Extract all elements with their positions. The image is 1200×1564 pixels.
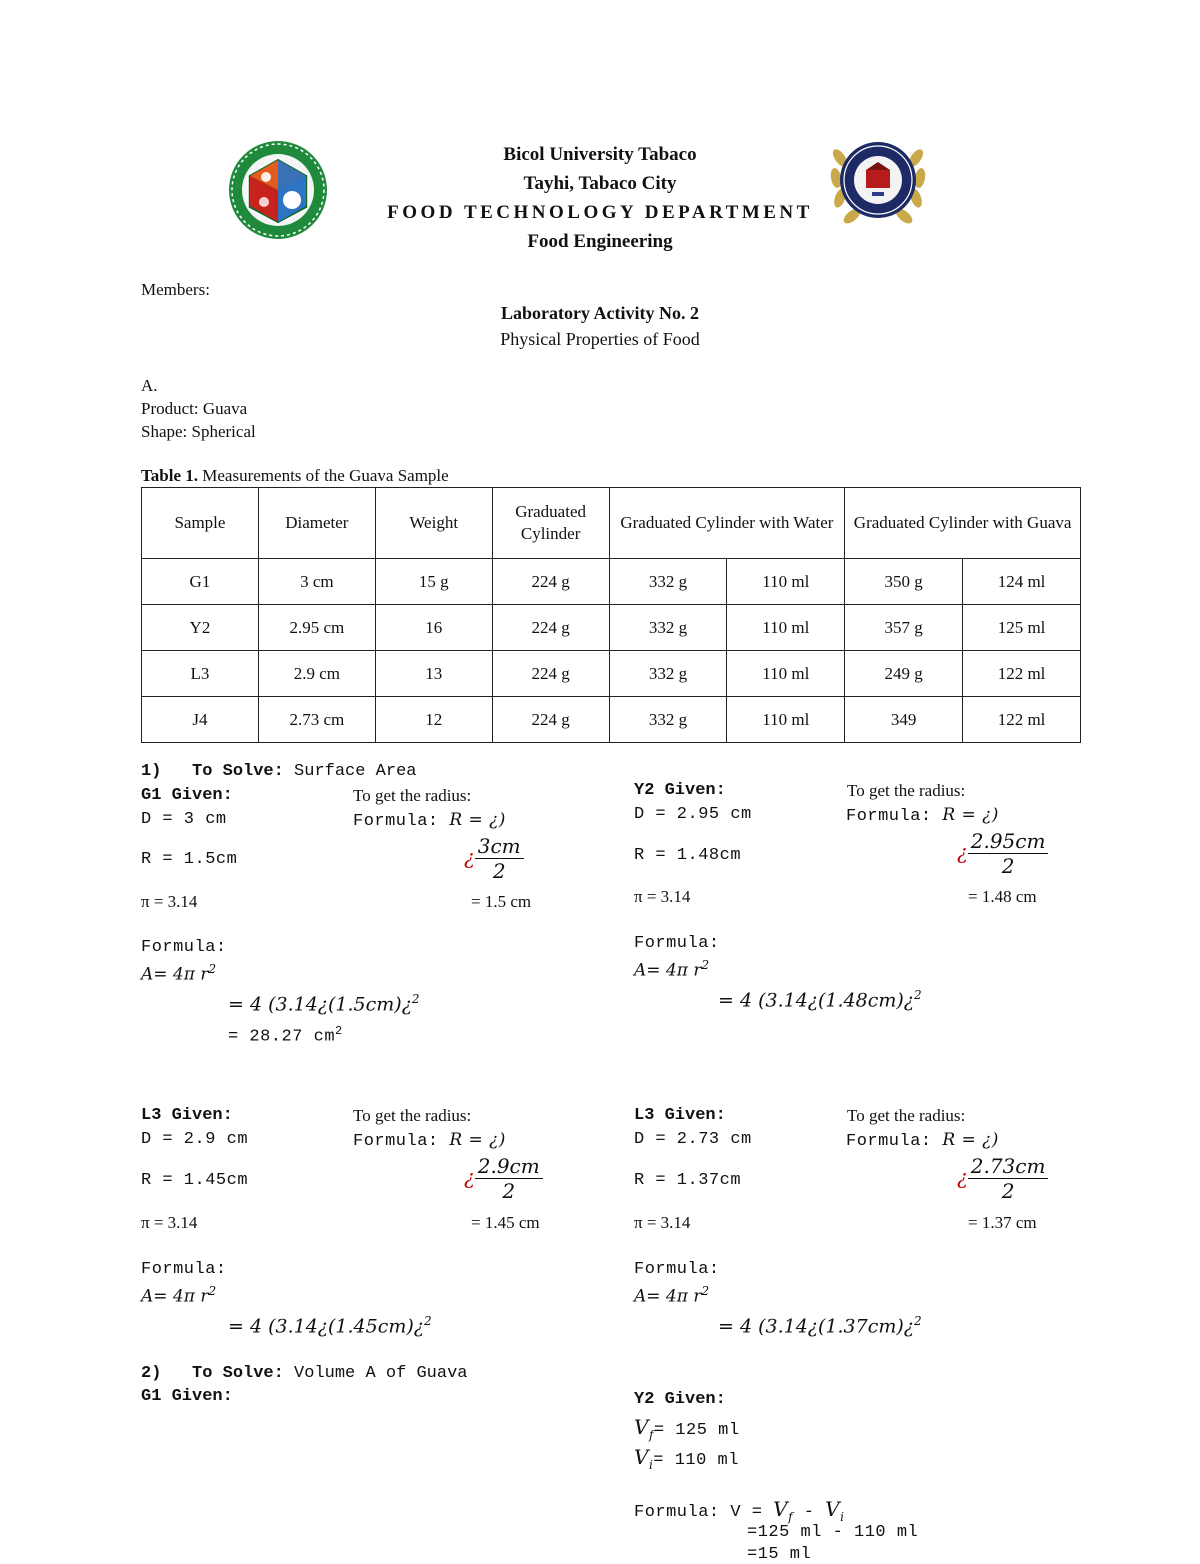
y2-diameter: D = 2.95 cm bbox=[634, 805, 752, 824]
solve-2-number: 2) bbox=[141, 1364, 162, 1383]
table-cell: 110 ml bbox=[727, 559, 845, 605]
g1-radius: R = 1.5cm bbox=[141, 850, 238, 869]
g1-formula-label: Formula: bbox=[141, 938, 227, 957]
l3-radius-fraction bbox=[464, 1154, 543, 1203]
g1-radius-formula bbox=[353, 810, 506, 831]
table-cell: 13 bbox=[375, 651, 492, 697]
solve-2-label: To Solve: bbox=[192, 1364, 284, 1383]
y2-volume-vi-value: = 110 ml bbox=[653, 1451, 739, 1470]
table-header-cell: Graduated Cylinder bbox=[492, 488, 609, 559]
g1-radius-expression: R = ¿) bbox=[449, 810, 506, 830]
measurements-table bbox=[141, 487, 1081, 743]
g1-fraction-marker: ¿ bbox=[464, 845, 475, 869]
y2-pi: π = 3.14 bbox=[634, 887, 691, 906]
y2-given-label: Y2 Given: bbox=[634, 781, 726, 800]
y2-area-calc bbox=[718, 988, 922, 1011]
y2-volume-vf-value: = 125 ml bbox=[653, 1421, 740, 1440]
j4-area-calc-exponent: 2 bbox=[913, 1314, 922, 1328]
l3-fraction-numerator: 2.9cm bbox=[475, 1154, 543, 1179]
g1-area-exponent: 2 bbox=[208, 962, 217, 976]
j4-radius: R = 1.37cm bbox=[634, 1171, 742, 1190]
j4-area-calc bbox=[718, 1314, 922, 1337]
table-cell: 12 bbox=[375, 697, 492, 743]
y2-radius-formula-label: Formula: bbox=[846, 807, 943, 826]
l3-given-label: L3 Given: bbox=[141, 1106, 233, 1125]
y2-area-exponent: 2 bbox=[701, 958, 710, 972]
g1-pi: π = 3.14 bbox=[141, 892, 198, 911]
table-cell: 110 ml bbox=[727, 651, 845, 697]
table-header-cell: Graduated Cylinder with Water bbox=[609, 488, 845, 559]
g1-area-formula bbox=[141, 962, 216, 985]
g1-fraction bbox=[475, 834, 524, 883]
department-name: FOOD TECHNOLOGY DEPARTMENT bbox=[387, 202, 813, 223]
g1-volume-given-label: G1 Given: bbox=[141, 1387, 233, 1406]
table-row bbox=[142, 697, 1081, 743]
g1-radius-result: = 1.5 cm bbox=[471, 892, 532, 911]
table-cell: 110 ml bbox=[727, 697, 845, 743]
table-cell: 122 ml bbox=[963, 651, 1081, 697]
bicol-university-seal-icon bbox=[826, 128, 930, 234]
table-cell: Y2 bbox=[142, 605, 259, 651]
l3-radius-expression: R = ¿) bbox=[449, 1130, 506, 1150]
j4-radius-label: To get the radius: bbox=[847, 1106, 966, 1125]
solve-1-topic: Surface Area bbox=[294, 762, 417, 781]
y2-volume-calc: =125 ml - 110 ml bbox=[747, 1523, 919, 1542]
l3-fraction-marker: ¿ bbox=[464, 1165, 475, 1189]
g1-diameter: D = 3 cm bbox=[141, 810, 227, 829]
table-cell: 224 g bbox=[492, 605, 609, 651]
y2-fraction-marker: ¿ bbox=[957, 840, 968, 864]
y2-area-calc-text: = 4 (3.14¿(1.48cm)¿ bbox=[718, 989, 914, 1012]
table-caption bbox=[141, 466, 449, 486]
l3-area-exponent: 2 bbox=[208, 1284, 217, 1298]
solve-1-heading bbox=[141, 762, 416, 781]
l3-pi: π = 3.14 bbox=[141, 1213, 198, 1232]
j4-area-exponent: 2 bbox=[701, 1284, 710, 1298]
table-cell: G1 bbox=[142, 559, 259, 605]
y2-area-formula bbox=[634, 958, 709, 981]
activity-subtitle: Physical Properties of Food bbox=[500, 329, 700, 349]
j4-radius-formula bbox=[846, 1130, 999, 1151]
table-row bbox=[142, 559, 1081, 605]
product-line: Product: Guava bbox=[141, 399, 248, 418]
g1-given-label: G1 Given: bbox=[141, 786, 233, 805]
course-name: Food Engineering bbox=[527, 231, 673, 252]
table-cell: L3 bbox=[142, 651, 259, 697]
y2-fraction bbox=[968, 829, 1049, 878]
university-name: Bicol University Tabaco bbox=[503, 144, 697, 165]
table-cell: 122 ml bbox=[963, 697, 1081, 743]
l3-area-calc bbox=[228, 1314, 432, 1337]
y2-volume-formula-text: Formula: V = bbox=[634, 1503, 774, 1522]
solve-2-heading bbox=[141, 1364, 467, 1383]
y2-radius: R = 1.48cm bbox=[634, 846, 742, 865]
j4-radius-result: = 1.37 cm bbox=[968, 1213, 1037, 1232]
j4-area-formula-text: A= 4π r bbox=[634, 1286, 702, 1307]
g1-fraction-numerator: 3cm bbox=[475, 834, 524, 859]
table-header-cell: Graduated Cylinder with Guava bbox=[845, 488, 1081, 559]
l3-area-calc-text: = 4 (3.14¿(1.45cm)¿ bbox=[228, 1315, 424, 1338]
table-cell: 16 bbox=[375, 605, 492, 651]
table-header-cell: Diameter bbox=[258, 488, 375, 559]
l3-area-calc-exponent: 2 bbox=[423, 1314, 432, 1328]
g1-fraction-denominator: 2 bbox=[492, 859, 506, 883]
j4-radius-formula-label: Formula: bbox=[846, 1132, 943, 1151]
l3-area-formula-text: A= 4π r bbox=[141, 1286, 209, 1307]
table-row bbox=[142, 651, 1081, 697]
y2-area-formula-text: A= 4π r bbox=[634, 960, 702, 981]
j4-fraction bbox=[968, 1154, 1049, 1203]
l3-formula-label: Formula: bbox=[141, 1260, 227, 1279]
table-cell: 332 g bbox=[609, 605, 727, 651]
table-cell: 249 g bbox=[845, 651, 963, 697]
solve-2-topic: Volume A of Guava bbox=[294, 1364, 468, 1383]
y2-volume-given-label: Y2 Given: bbox=[634, 1390, 726, 1409]
food-technology-department-seal-icon bbox=[222, 140, 334, 240]
l3-fraction-denominator: 2 bbox=[502, 1179, 516, 1203]
table-cell: 224 g bbox=[492, 559, 609, 605]
members-label: Members: bbox=[141, 280, 210, 299]
y2-radius-label: To get the radius: bbox=[847, 781, 966, 800]
g1-area-calc-exponent: 2 bbox=[411, 992, 420, 1006]
table-cell: 332 g bbox=[609, 559, 727, 605]
table-cell: 2.9 cm bbox=[258, 651, 375, 697]
activity-title: Laboratory Activity No. 2 bbox=[501, 303, 699, 323]
g1-area-result-text: = 28.27 cm bbox=[228, 1027, 336, 1047]
j4-given-label: L3 Given: bbox=[634, 1106, 726, 1125]
table-cell: 125 ml bbox=[963, 605, 1081, 651]
table-caption-text: Measurements of the Guava Sample bbox=[198, 466, 449, 485]
table-cell: J4 bbox=[142, 697, 259, 743]
j4-fraction-marker: ¿ bbox=[957, 1165, 968, 1189]
g1-radius-label: To get the radius: bbox=[353, 786, 472, 805]
l3-radius-formula-label: Formula: bbox=[353, 1132, 450, 1151]
table-header-cell: Weight bbox=[375, 488, 492, 559]
y2-fraction-numerator: 2.95cm bbox=[968, 829, 1049, 854]
y2-fraction-denominator: 2 bbox=[1001, 854, 1015, 878]
y2-volume-result: =15 ml bbox=[747, 1545, 812, 1564]
table-cell: 357 g bbox=[845, 605, 963, 651]
table-cell: 350 g bbox=[845, 559, 963, 605]
j4-pi: π = 3.14 bbox=[634, 1213, 691, 1232]
l3-radius: R = 1.45cm bbox=[141, 1171, 249, 1190]
y2-formula-label: Formula: bbox=[634, 934, 720, 953]
y2-radius-formula bbox=[846, 805, 999, 826]
l3-fraction bbox=[475, 1154, 543, 1203]
table-caption-label: Table 1. bbox=[141, 466, 199, 485]
table-cell: 332 g bbox=[609, 651, 727, 697]
table-header-row bbox=[142, 488, 1081, 559]
table-cell: 124 ml bbox=[963, 559, 1081, 605]
table-cell: 349 bbox=[845, 697, 963, 743]
solve-1-number: 1) bbox=[141, 762, 162, 781]
y2-volume-vi: $V_i= 110$ ml bbox=[634, 1445, 739, 1472]
table-cell: 2.73 cm bbox=[258, 697, 375, 743]
l3-radius-label: To get the radius: bbox=[353, 1106, 472, 1125]
l3-diameter: D = 2.9 cm bbox=[141, 1130, 249, 1149]
j4-radius-expression: R = ¿) bbox=[942, 1130, 999, 1150]
table-cell: 15 g bbox=[375, 559, 492, 605]
y2-radius-result: = 1.48 cm bbox=[968, 887, 1037, 906]
table-row bbox=[142, 605, 1081, 651]
table-cell: 2.95 cm bbox=[258, 605, 375, 651]
j4-fraction-numerator: 2.73cm bbox=[968, 1154, 1049, 1179]
j4-diameter: D = 2.73 cm bbox=[634, 1130, 752, 1149]
y2-volume-formula: Formula: $V = V_f - V_i$ bbox=[634, 1497, 845, 1524]
y2-volume-vf: $V_f= 125$ ml bbox=[634, 1415, 740, 1442]
shape-line: Shape: Spherical bbox=[141, 422, 256, 441]
l3-area-formula bbox=[141, 1284, 216, 1307]
j4-area-formula bbox=[634, 1284, 709, 1307]
j4-formula-label: Formula: bbox=[634, 1260, 720, 1279]
section-a-label: A. bbox=[141, 376, 158, 395]
table-header-cell: Sample bbox=[142, 488, 259, 559]
solve-1-label: To Solve: bbox=[192, 762, 284, 781]
g1-area-result-exponent: 2 bbox=[335, 1024, 343, 1038]
g1-area-calc bbox=[228, 992, 420, 1015]
table-cell: 332 g bbox=[609, 697, 727, 743]
g1-area-result bbox=[228, 1024, 343, 1047]
l3-radius-formula bbox=[353, 1130, 506, 1151]
g1-radius-formula-label: Formula: bbox=[353, 812, 450, 831]
table-cell: 3 cm bbox=[258, 559, 375, 605]
table-cell: 224 g bbox=[492, 697, 609, 743]
j4-radius-fraction bbox=[957, 1154, 1048, 1203]
j4-fraction-denominator: 2 bbox=[1001, 1179, 1015, 1203]
table-cell: 110 ml bbox=[727, 605, 845, 651]
g1-radius-fraction bbox=[464, 834, 524, 883]
university-location: Tayhi, Tabaco City bbox=[523, 173, 677, 194]
y2-radius-fraction bbox=[957, 829, 1048, 878]
table-cell: 224 g bbox=[492, 651, 609, 697]
l3-radius-result: = 1.45 cm bbox=[471, 1213, 540, 1232]
y2-area-calc-exponent: 2 bbox=[913, 988, 922, 1002]
g1-area-calc-text: = 4 (3.14¿(1.5cm)¿ bbox=[228, 993, 412, 1016]
g1-area-formula-text: A= 4π r bbox=[141, 964, 209, 985]
j4-area-calc-text: = 4 (3.14¿(1.37cm)¿ bbox=[718, 1315, 914, 1338]
y2-radius-expression: R = ¿) bbox=[942, 805, 999, 825]
